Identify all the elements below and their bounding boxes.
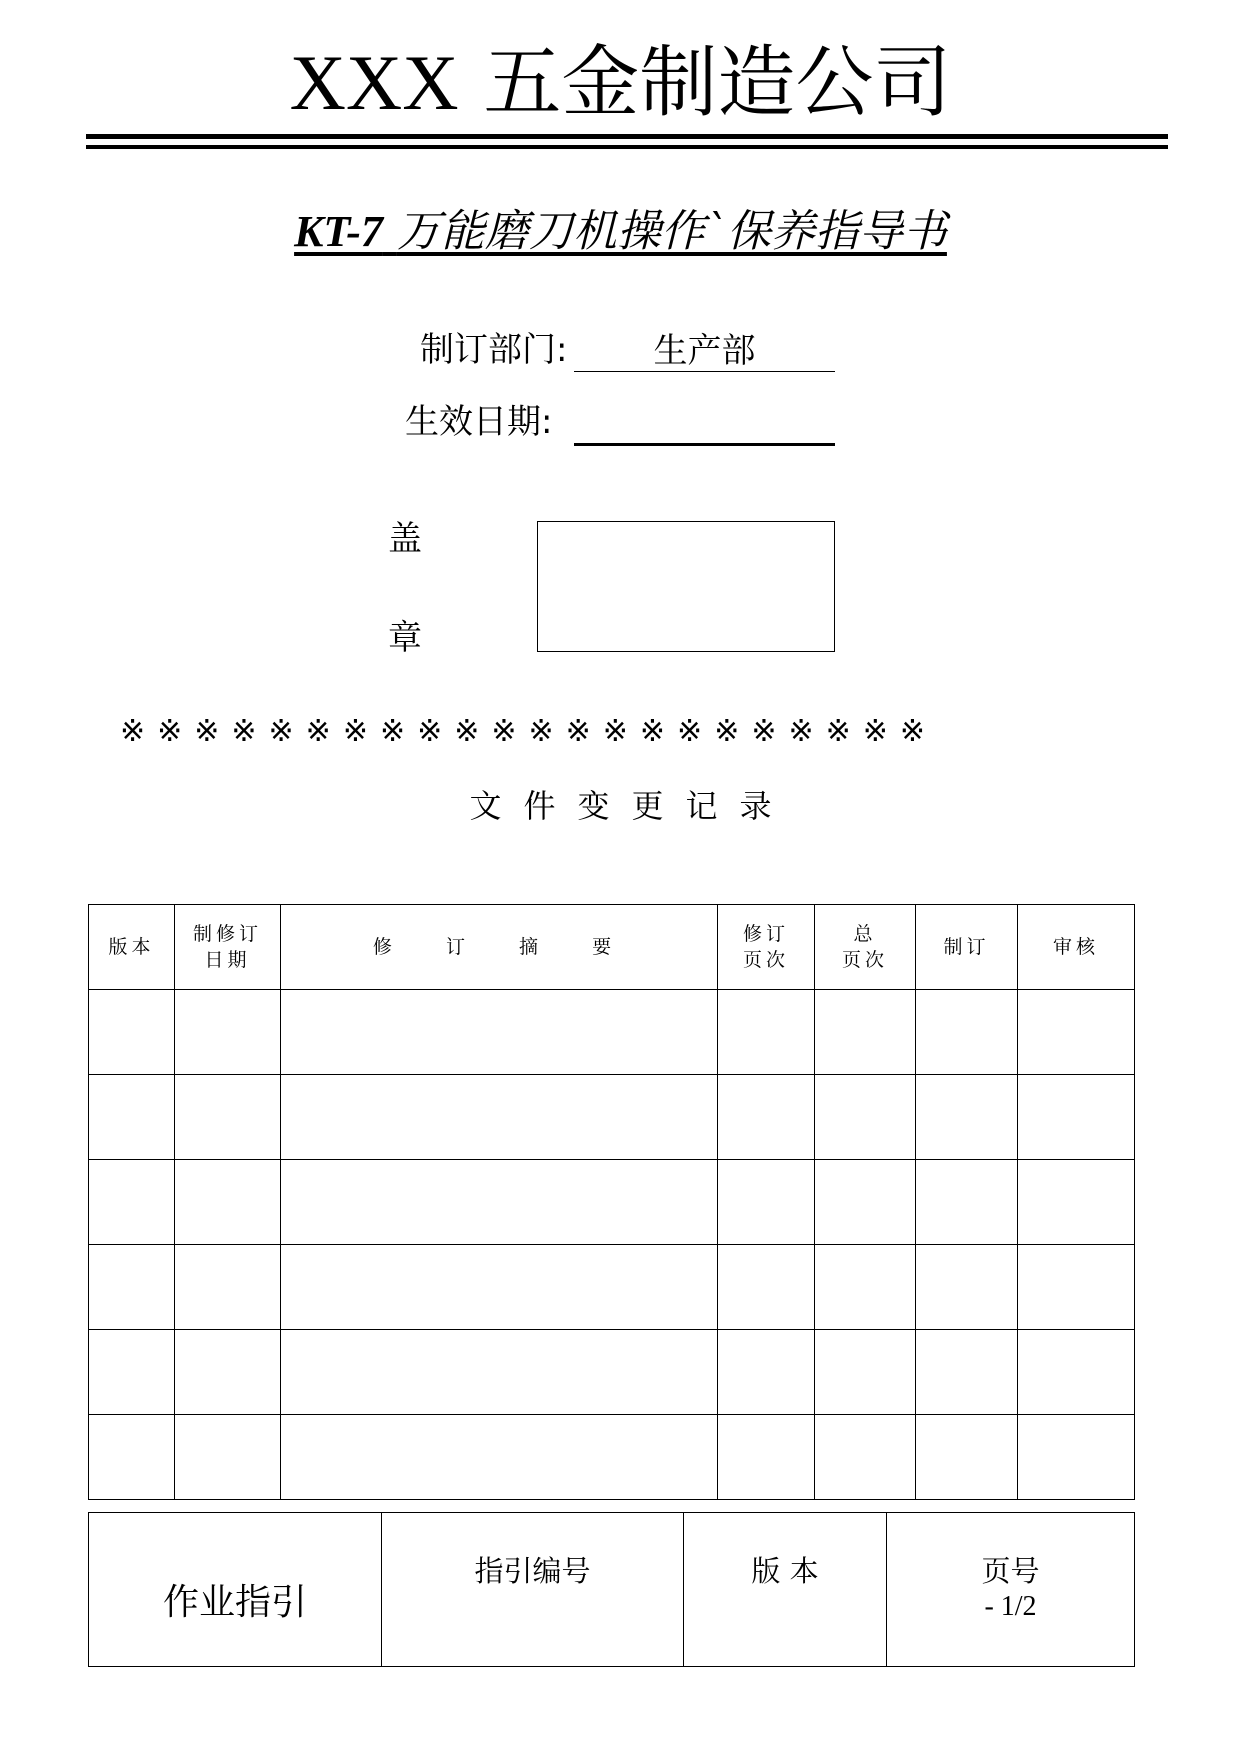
table-cell[interactable] [281, 1160, 718, 1245]
company-name [0, 38, 1241, 128]
department-label: 制订部门: [420, 330, 568, 370]
table-header-row [89, 905, 1135, 990]
table-cell[interactable] [175, 990, 281, 1075]
table-cell[interactable] [175, 1160, 281, 1245]
effective-date-label: 生效日期: [405, 402, 553, 442]
table-cell[interactable] [815, 1245, 916, 1330]
footer-doc-type: 作业指引 [89, 1513, 382, 1667]
header-rule-thick [86, 134, 1168, 139]
table-cell[interactable] [281, 1245, 718, 1330]
stamp-label-top: 盖 [388, 519, 422, 559]
table-cell[interactable] [1018, 990, 1135, 1075]
change-record-title: 文件变更记录 [469, 787, 794, 825]
header-reviewer: 审核 [1018, 905, 1135, 990]
table-cell[interactable] [916, 1160, 1018, 1245]
table-cell[interactable] [718, 1075, 815, 1160]
stamp-label-bottom: 章 [388, 618, 422, 658]
table-cell[interactable] [89, 1160, 175, 1245]
table-cell[interactable] [175, 1330, 281, 1415]
department-field[interactable] [574, 331, 835, 372]
table-cell[interactable] [1018, 1160, 1135, 1245]
separator-stars: ※※※※※※※※※※※※※※※※※※※※※※ [120, 714, 938, 749]
footer-guide-number: 指引编号 [382, 1513, 684, 1667]
table-cell[interactable] [89, 1075, 175, 1160]
document-title [0, 205, 1241, 259]
company-name-cjk: 五金制造公司 [483, 38, 952, 128]
table-cell[interactable] [718, 1160, 815, 1245]
table-row [89, 990, 1135, 1075]
table-cell[interactable] [916, 1330, 1018, 1415]
document-code: KT-7 [294, 207, 383, 256]
table-cell[interactable] [1018, 1075, 1135, 1160]
table-cell[interactable] [718, 1330, 815, 1415]
table-row [89, 1330, 1135, 1415]
department-value: 生产部 [653, 331, 756, 371]
footer-row [89, 1513, 1135, 1667]
table-row [89, 1160, 1135, 1245]
header-total-pages: 总 页次 [815, 905, 916, 990]
table-cell[interactable] [718, 1245, 815, 1330]
table-row [89, 1075, 1135, 1160]
table-cell[interactable] [89, 990, 175, 1075]
document-name: 万能磨刀机操作`保养指导书 [396, 206, 947, 257]
table-cell[interactable] [281, 990, 718, 1075]
table-cell[interactable] [916, 1245, 1018, 1330]
table-row [89, 1415, 1135, 1500]
table-cell[interactable] [1018, 1415, 1135, 1500]
table-cell[interactable] [916, 1075, 1018, 1160]
header-author: 制订 [916, 905, 1018, 990]
footer-page-label: 页号 [981, 1554, 1040, 1588]
table-cell[interactable] [281, 1330, 718, 1415]
table-cell[interactable] [175, 1245, 281, 1330]
stamp-box [537, 521, 835, 652]
table-cell[interactable] [175, 1075, 281, 1160]
table-cell[interactable] [89, 1415, 175, 1500]
table-cell[interactable] [718, 1415, 815, 1500]
table-cell[interactable] [89, 1245, 175, 1330]
table-cell[interactable] [281, 1415, 718, 1500]
table-row [89, 1245, 1135, 1330]
table-cell[interactable] [916, 990, 1018, 1075]
table-cell[interactable] [815, 1160, 916, 1245]
table-cell[interactable] [815, 1075, 916, 1160]
change-record-table [88, 904, 1135, 1500]
table-cell[interactable] [815, 1330, 916, 1415]
header-version: 版本 [89, 905, 175, 990]
table-cell[interactable] [916, 1415, 1018, 1500]
header-rule-thin [86, 145, 1168, 149]
header-revised-pages: 修订 页次 [718, 905, 815, 990]
table-cell[interactable] [718, 990, 815, 1075]
footer-page-number: - 1/2 [984, 1591, 1037, 1622]
effective-date-field[interactable] [574, 403, 835, 446]
table-cell[interactable] [89, 1330, 175, 1415]
footer-version: 版 本 [684, 1513, 887, 1667]
table-cell[interactable] [1018, 1245, 1135, 1330]
table-cell[interactable] [815, 1415, 916, 1500]
company-name-latin: XXX [289, 39, 459, 126]
header-summary: 修 订 摘 要 [281, 905, 718, 990]
footer-table [88, 1512, 1135, 1667]
table-cell[interactable] [815, 990, 916, 1075]
header-revision-date: 制修订 日期 [175, 905, 281, 990]
footer-page [887, 1513, 1135, 1667]
table-cell[interactable] [281, 1075, 718, 1160]
table-cell[interactable] [175, 1415, 281, 1500]
table-cell[interactable] [1018, 1330, 1135, 1415]
